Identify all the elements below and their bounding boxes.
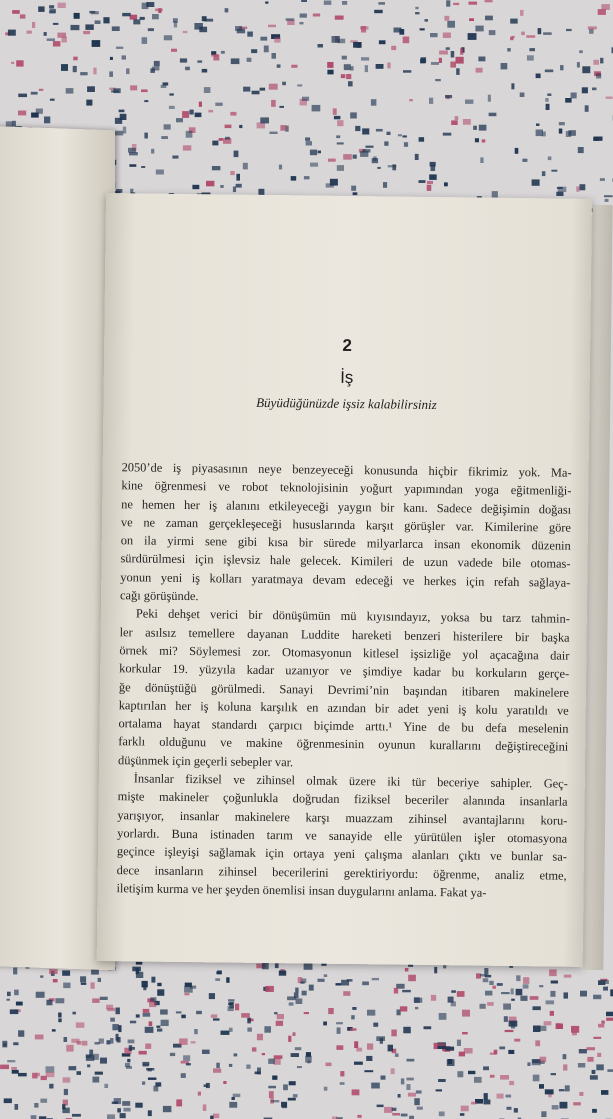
text-line: 2050’de iş piyasasının neye benzeyeceği konusunda hiçbir fikrimiz yok. Ma- xyxy=(121,460,572,480)
text-line: yorlardı. Buna istinaden tarım ve sanayide elle yürütülen işler otomasyona xyxy=(117,826,568,846)
text-line: düşünmek için geçerli sebepler var. xyxy=(117,752,294,770)
chapter-title: İş xyxy=(340,367,354,388)
paragraph xyxy=(116,769,568,903)
text-line: kine öğrenmesi ve robot teknolojisinin yoğurt yapımından yoga eğitmenliği- xyxy=(121,478,572,499)
text-line: ne hemen her iş alanını etkileyeceği yaygın bir kanı. Sadece değişimin doğası xyxy=(121,496,572,517)
text-line: on ila yirmi sene gibi kısa bir sürede milyarlarca insan ekonomik düzenin xyxy=(120,533,571,553)
text-line: ğe dönüştüğü görülmedi. Sanayi Devrimi’nin başından itibaren makinelere xyxy=(118,679,570,700)
text-line: Peki dehşet verici bir dönüşümün mü kıyısındayız, yoksa bu tarz tahmin- xyxy=(135,606,570,627)
text-line: farklı olduğunu ve makine öğrenmesinin oyunun kurallarını değiştireceğini xyxy=(118,734,569,755)
text-line: ortalama hayat standardı çarpıcı biçimde arttı.¹ Yine de bu defa meselenin xyxy=(118,716,569,736)
book-page xyxy=(97,193,592,967)
text-line: korkular 19. yüzyıla kadar uzanıyor ve şimdiye kadar bu korkuların gerçe- xyxy=(119,661,570,681)
text-line: iletişim kurma ve her şeyden önemlisi insan duygularını anlama. Fakat ya- xyxy=(116,881,487,900)
text-line: yonun yeni iş kolları yaratmaya devam edeceği ve herkes için refah sağlaya- xyxy=(120,569,571,590)
body-text xyxy=(116,458,571,903)
text-line: dece insanların zihinsel becerilerini gerektiriyordu: öğrenme, analiz etme, xyxy=(116,862,567,883)
paragraph xyxy=(120,458,572,610)
chapter-subtitle: Büyüdüğünüzde işsiz kalabilirsiniz xyxy=(256,394,437,413)
text-line: kaptırılan her iş koluna karşılık en azından bir adet yeni iş kolu yaratıldı ve xyxy=(118,698,569,718)
text-line: sürdürülmesi için işlevsiz hale gelecek. Kimileri de uzun vadede bile otomas- xyxy=(120,551,571,572)
paragraph xyxy=(118,605,570,775)
text-line: örnek mi? Söylemesi zor. Otomasyonun kitlesel işsizliğe yol açacağına dair xyxy=(119,643,570,663)
text-line: cağı görüşünde. xyxy=(120,588,199,604)
text-line: yarışıyor, insanlar makinelere karşı muazzam zihinsel avantajlarını koru- xyxy=(117,807,568,828)
text-line: ve ne zaman gerçekleşeceği hususlarında karşıt görüşler var. Kimilerine göre xyxy=(120,515,572,535)
text-line: İnsanlar fiziksel ve zihinsel olmak üzere iki tür beceriye sahipler. Geç- xyxy=(133,771,568,791)
text-line: ler asılsız temellere dayanan Luddite hareketi benzeri histerilere bir başka xyxy=(119,624,570,645)
chapter-number: 2 xyxy=(342,335,353,356)
text-line: mişte makineler çoğunlukla doğrudan fiziksel beceriler alanında insanlarla xyxy=(117,789,568,810)
text-line: geçince işleyişi sağlamak için ortaya yeni çalışma alanları çıktı ve bunlar sa- xyxy=(116,844,568,864)
